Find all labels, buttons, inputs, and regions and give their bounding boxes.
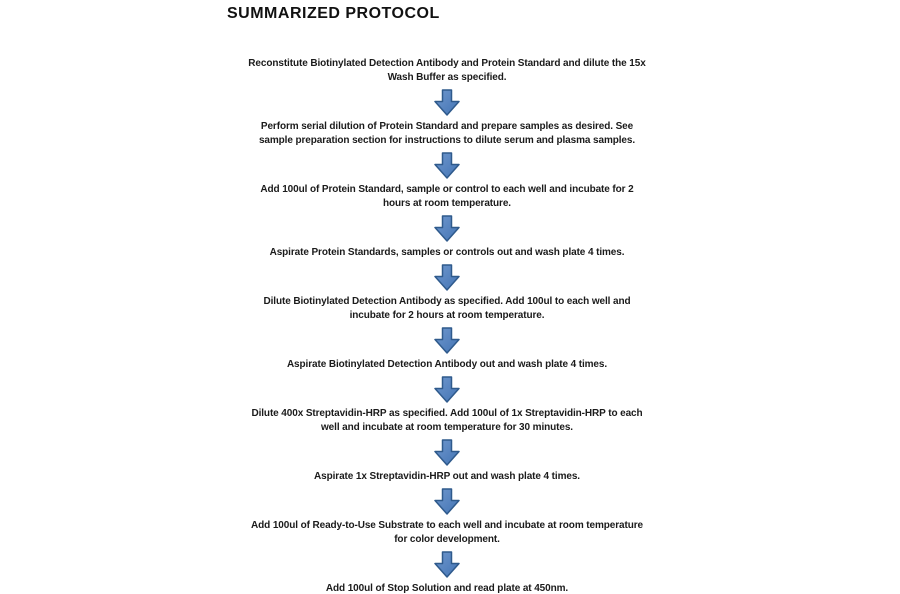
down-arrow-icon — [434, 89, 460, 116]
protocol-step — [227, 582, 667, 594]
protocol-step — [227, 519, 667, 547]
protocol-step-line: Reconstitute Biotinylated Detection Antibody and Protein Standard and dilute the 15x — [248, 58, 646, 69]
protocol-step-line: for color development. — [394, 534, 500, 545]
down-arrow-icon — [434, 264, 460, 291]
down-arrow-icon — [434, 551, 460, 578]
protocol-step — [227, 295, 667, 323]
protocol-step — [227, 183, 667, 211]
protocol-step-line: incubate for 2 hours at room temperature. — [349, 310, 545, 321]
protocol-step-line: hours at room temperature. — [383, 198, 511, 209]
protocol-content — [227, 5, 667, 594]
protocol-step-line: Perform serial dilution of Protein Standard and prepare samples as desired. See — [260, 121, 634, 132]
down-arrow-icon — [434, 376, 460, 403]
protocol-step-line: Aspirate Biotinylated Detection Antibody out and wash plate 4 times. — [286, 359, 608, 370]
protocol-step — [227, 407, 667, 435]
protocol-step-line: Wash Buffer as specified. — [387, 72, 507, 83]
down-arrow-icon — [434, 439, 460, 466]
protocol-step-line: Aspirate Protein Standards, samples or controls out and wash plate 4 times. — [269, 247, 625, 258]
protocol-step-line: Add 100ul of Protein Standard, sample or control to each well and incubate for 2 — [260, 184, 634, 195]
protocol-flowchart — [227, 57, 667, 594]
protocol-step-line: Dilute 400x Streptavidin-HRP as specified. Add 100ul of 1x Streptavidin-HRP to each — [251, 408, 643, 419]
protocol-step-line: Aspirate 1x Streptavidin-HRP out and wash plate 4 times. — [314, 471, 580, 482]
page-title: SUMMARIZED PROTOCOL — [227, 5, 440, 22]
protocol-step — [227, 358, 667, 372]
down-arrow-icon — [434, 215, 460, 242]
down-arrow-icon — [434, 327, 460, 354]
protocol-step-line: well and incubate at room temperature for 30 minutes. — [321, 422, 573, 433]
protocol-step-line: sample preparation section for instructions to dilute serum and plasma samples. — [258, 135, 636, 146]
protocol-step — [227, 57, 667, 85]
down-arrow-icon — [434, 152, 460, 179]
protocol-step — [227, 120, 667, 148]
protocol-step-line: Add 100ul of Stop Solution and read plate at 450nm. — [325, 583, 569, 594]
protocol-step-line: Dilute Biotinylated Detection Antibody as specified. Add 100ul to each well and — [263, 296, 631, 307]
protocol-step — [227, 470, 667, 484]
down-arrow-icon — [434, 488, 460, 515]
protocol-step-line: Add 100ul of Ready-to-Use Substrate to each well and incubate at room temperature — [251, 520, 643, 531]
protocol-step — [227, 246, 667, 260]
